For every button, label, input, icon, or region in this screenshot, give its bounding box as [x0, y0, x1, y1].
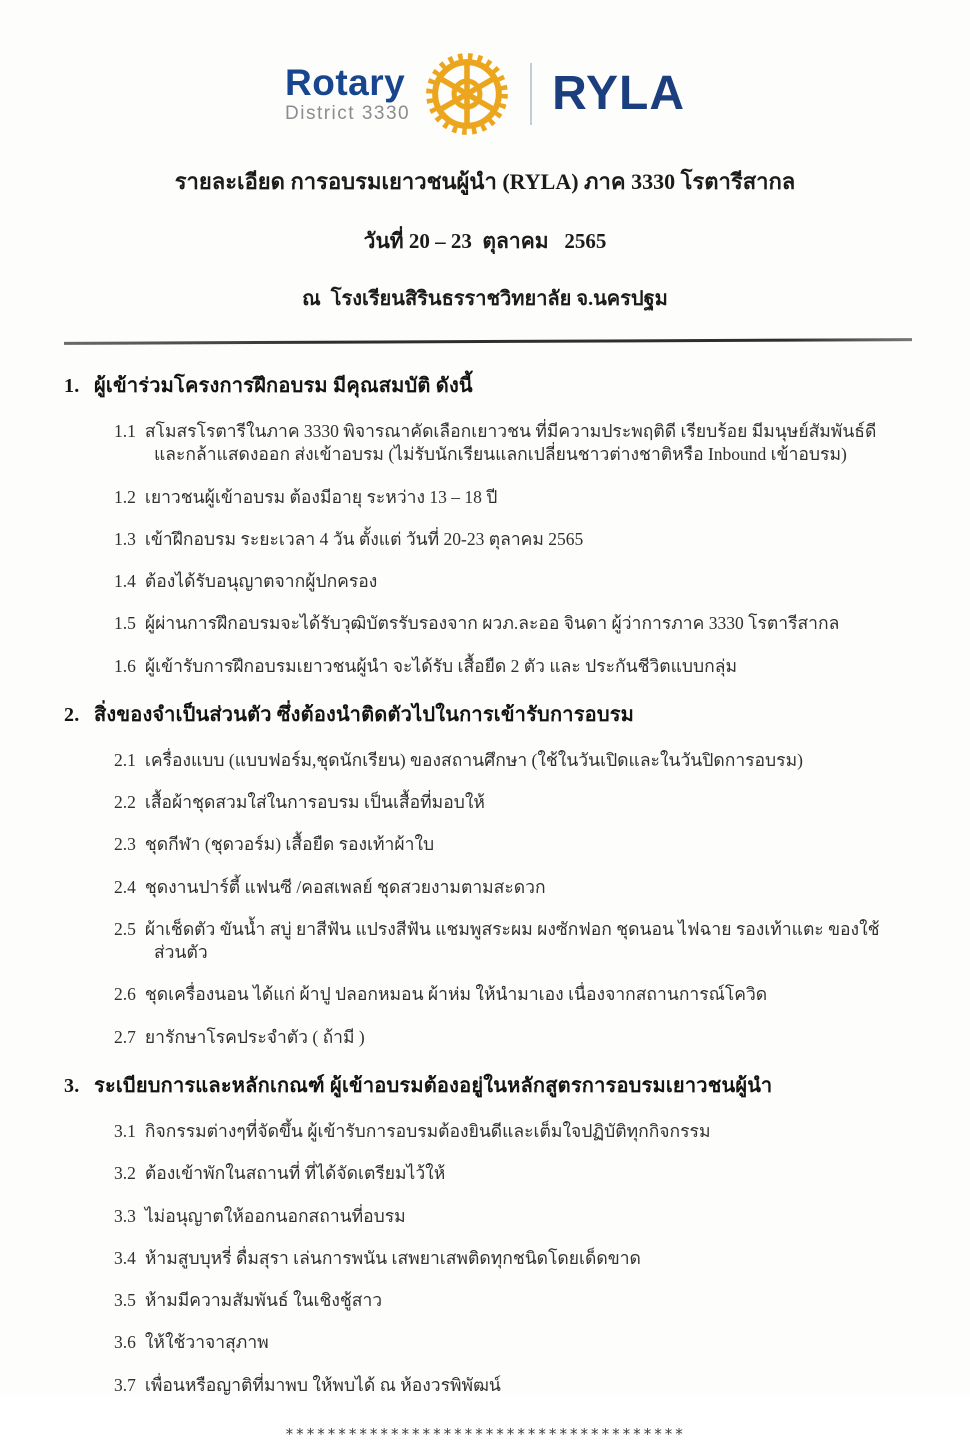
section-number: 3.: [64, 1074, 80, 1097]
list-item: [114, 833, 900, 856]
item-number: 3.7: [114, 1374, 136, 1395]
list-item: [114, 420, 900, 467]
item-number: 1.3: [114, 528, 136, 549]
section-title: สิ่งของจำเป็นส่วนตัว ซึ่งต้องนำติดตัวไปในการเข้ารับการอบรม: [94, 703, 635, 726]
item-text: ชุดเครื่องนอน ได้แก่ ผ้าปู ปลอกหมอน ผ้าห่ม ให้นำมาเอง เนื่องจากสถานการณ์โควิด: [144, 984, 768, 1005]
list-item: [114, 918, 900, 965]
item-text: เสื้อผ้าชุดสวมใส่ในการอบรม เป็นเสื้อที่มอบให้: [144, 792, 485, 813]
list-item: [114, 612, 900, 635]
section-number: 2.: [64, 703, 80, 726]
item-number: 1.2: [114, 486, 136, 507]
section-title: ระเบียบการและหลักเกณฑ์ ผู้เข้าอบรมต้องอยู่ในหลักสูตรการอบรมเยาวชนผู้นำ: [94, 1074, 773, 1097]
section-number: 1.: [64, 375, 80, 397]
item-text: ยารักษาโรคประจำตัว ( ถ้ามี ): [144, 1026, 365, 1047]
document-date: วันที่ 20 – 23 ตุลาคม 2565: [363, 229, 607, 253]
list-item: [114, 1026, 900, 1049]
item-number: 1.6: [114, 655, 136, 676]
item-text: ห้ามสูบบุหรี่ ดื่มสุรา เล่นการพนัน เสพยาเสพติดทุกชนิดโดยเด็ดขาด: [144, 1247, 641, 1268]
item-text: กิจกรรมต่างๆที่จัดขึ้น ผู้เข้ารับการอบรมต้องยินดีและเต็มใจปฏิบัติทุกกิจกรรม: [144, 1120, 711, 1141]
list-item: [114, 749, 900, 772]
item-number: 3.4: [114, 1247, 136, 1268]
item-number: 2.6: [114, 984, 136, 1005]
list-item: [114, 1331, 900, 1354]
district-label: District 3330: [285, 102, 411, 124]
item-text: ให้ใช้วาจาสุภาพ: [144, 1332, 269, 1353]
list-item: [114, 1120, 900, 1143]
list-item: [114, 655, 900, 678]
item-text: เข้าฝึกอบรม ระยะเวลา 4 วัน ตั้งแต่ วันที่ 20-23 ตุลาคม 2565: [144, 528, 584, 549]
list-item: [114, 1289, 900, 1312]
list-item: [114, 1162, 900, 1185]
item-text: ต้องได้รับอนุญาตจากผู้ปกครอง: [144, 571, 378, 592]
item-text: เพื่อนหรือญาติที่มาพบ ให้พบได้ ณ ห้องวรพิพัฒน์: [144, 1374, 501, 1395]
item-number: 3.2: [114, 1163, 136, 1184]
list-item: [114, 791, 900, 814]
item-text: เยาวชนผู้เข้าอบรม ต้องมีอายุ ระหว่าง 13 – 18 ปี: [144, 486, 498, 507]
document-venue: ณ โรงเรียนสิรินธรราชวิทยาลัย จ.นครปฐม: [302, 288, 668, 310]
item-text: ต้องเข้าพักในสถานที่ ที่ได้จัดเตรียมไว้ให้: [144, 1163, 446, 1184]
item-text: ชุดงานปาร์ตี้ แฟนซี /คอสเพลย์ ชุดสวยงามตามสะดวก: [144, 876, 546, 897]
item-number: 2.3: [114, 834, 136, 855]
section-title: ผู้เข้าร่วมโครงการฝึกอบรม มีคุณสมบัติ ดังนี้: [94, 375, 473, 397]
item-text: เครื่องแบบ (แบบฟอร์ม,ชุดนักเรียน) ของสถานศึกษา (ใช้ในวันเปิดและในวันปิดการอบรม): [144, 749, 803, 770]
item-text: ผู้ผ่านการฝึกอบรมจะได้รับวุฒิบัตรรับรองจาก ผวภ.ละออ จินดา ผู้ว่าการภาค 3330 โรตารีสากล: [144, 613, 840, 634]
item-number: 2.5: [114, 918, 136, 939]
item-number: 3.5: [114, 1290, 136, 1311]
item-text: ผู้เข้ารับการฝึกอบรมเยาวชนผู้นำ จะได้รับ เสื้อยืด 2 ตัว และ ประกันชีวิตแบบกลุ่ม: [144, 655, 738, 676]
list-item: [114, 528, 900, 551]
item-number: 3.1: [114, 1120, 136, 1141]
section-heading: [64, 369, 900, 401]
end-separator: **************************************: [284, 1424, 686, 1443]
item-text: ไม่อนุญาตให้ออกนอกสถานที่อบรม: [144, 1205, 406, 1226]
list-item: [114, 570, 900, 593]
list-item: [114, 1247, 900, 1270]
list-item: [114, 486, 900, 509]
section-heading: [64, 1069, 900, 1101]
document-title: รายละเอียด การอบรมเยาวชนผู้นำ (RYLA) ภาค 3330 โรตารีสากล: [174, 169, 796, 194]
item-text: ห้ามมีความสัมพันธ์ ในเชิงชู้สาว: [144, 1290, 383, 1311]
item-number: 1.1: [114, 421, 136, 441]
rotary-logo-text: [285, 61, 411, 125]
list-item: [114, 1205, 900, 1228]
ryla-wordmark: RYLA: [552, 67, 685, 120]
rotary-wheel-icon: [424, 51, 510, 137]
item-text: สโมสรโรตารีในภาค 3330 พิจารณาคัดเลือกเยาวชน ที่มีความประพฤติดี เรียบร้อย มีมนุษย์สัมพันธ์ดี และกล้าแสดงออก ส่งเข้าอบรม (ไม่รับนักเรียนแลกเปลี่ยนชาวต่างชาติหรือ Inbound เข้าอบรม): [144, 421, 877, 465]
list-item: [114, 876, 900, 899]
item-number: 2.4: [114, 876, 136, 897]
section-heading: [64, 698, 900, 730]
list-item: [114, 1374, 900, 1397]
item-number: 2.7: [114, 1026, 136, 1047]
logo-divider: [530, 63, 532, 125]
item-number: 1.5: [114, 613, 136, 634]
document-body: [0, 343, 970, 1397]
item-number: 3.6: [114, 1332, 136, 1353]
rotary-wordmark: Rotary: [285, 61, 406, 103]
item-number: 3.3: [114, 1205, 136, 1226]
list-item: [114, 983, 900, 1006]
item-text: ชุดกีฬา (ชุดวอร์ม) เสื้อยืด รองเท้าผ้าใบ: [144, 834, 435, 855]
item-number: 2.1: [114, 749, 136, 770]
item-number: 2.2: [114, 792, 136, 813]
item-number: 1.4: [114, 571, 136, 592]
logo-header: [0, 0, 970, 142]
item-text: ผ้าเช็ดตัว ขันน้ำ สบู่ ยาสีฟัน แปรงสีฟัน แชมพูสระผม ผงซักฟอก ชุดนอน ไฟฉาย รองเท้าแตะ ของใช้ส่วนตัว: [144, 918, 880, 963]
